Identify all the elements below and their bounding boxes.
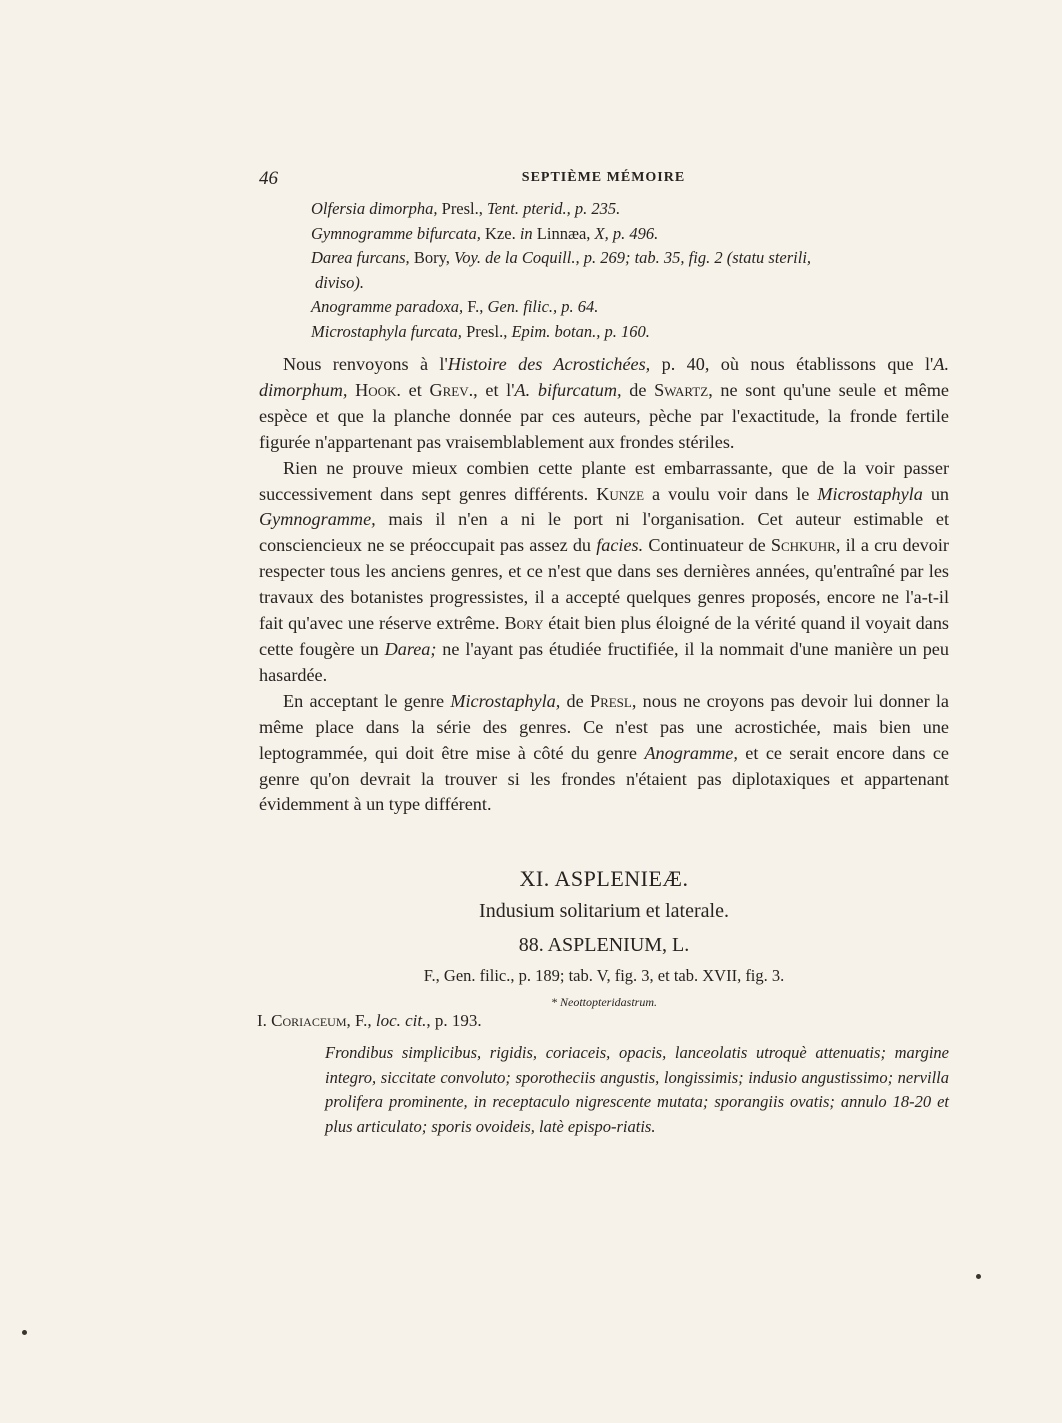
synonym-reference: Epim. botan., p. 160.: [511, 321, 650, 341]
text-run: a voulu voir dans le: [644, 483, 818, 504]
text-run: , ne sont qu'une seule et même espèce et que la planche donnée par ces auteurs, pèche par l'exactitude, la fronde fertile figurée n'appartenant pas vraisemblablement aux frondes stériles.: [259, 379, 949, 452]
synonym-name: Microstaphyla furcata,: [311, 321, 462, 341]
italic-run: Anogramme,: [644, 742, 738, 763]
synonym-name: Olfersia dimorpha,: [311, 199, 438, 218]
synonym-reference: Tent. pterid., p. 235.: [487, 199, 621, 218]
text-run: Rien ne prouve mieux combien cette plante est embarrassante, que de la voir passer successivement dans sept genres différents.: [259, 457, 949, 504]
text-run: Continuateur de: [643, 535, 771, 556]
page-number: 46: [259, 168, 278, 189]
paper-spot: [22, 1330, 27, 1335]
author-name: Schkuhr: [770, 535, 836, 556]
synonym-entry: [259, 246, 949, 295]
synonym-author: Presl.,: [461, 321, 512, 341]
text-run: un: [922, 483, 950, 504]
species-number: I.: [257, 1011, 272, 1030]
synonym-reference-continuation: diviso).: [315, 272, 365, 292]
synonym-reference-prefix: in: [519, 223, 537, 243]
synonym-entry: [259, 295, 949, 320]
paper-spot: [976, 1274, 981, 1279]
species-heading: [257, 1011, 482, 1031]
section-title: XI. ASPLENIEÆ.: [519, 866, 689, 891]
text-run: , et l': [473, 379, 515, 400]
text-run: , il a cru devoir respecter tous les anciens genres, et ce n'est que dans ses dernières années, qu'entraîné par les travaux des botanistes progressistes, il a accepté quelques genres proposés, encore ne l'a-t-il fait qu'avec une réserve extrême.: [259, 535, 949, 634]
text-run: p. 40, où nous établissons que l': [650, 354, 934, 374]
synonym-entry: [259, 197, 949, 222]
paragraph: [259, 456, 949, 689]
text-run: , nous ne croyons pas devoir lui donner la même place dans la série des genres. Ce n'est pas une acrostichée, mais bien une leptogrammée, qui doit être mise à côté du genre: [259, 690, 949, 763]
synonym-journal: Linnæa,: [536, 223, 595, 243]
text-run: En acceptant le genre: [283, 690, 451, 711]
italic-run: Gymnogramme,: [259, 509, 376, 530]
italic-run: Microstaphyla,: [450, 690, 561, 711]
text-run: Nous renvoyons à l': [283, 354, 448, 374]
synonym-name: Anogramme paradoxa,: [311, 297, 464, 316]
italic-run: Histoire des Acrostichées,: [447, 354, 651, 374]
text-run: et ce serait encore dans ce genre qu'on devrait la trouver si les frondes n'étaient pas diplotaxiques et appartenant évidemment à un type différent.: [259, 742, 950, 815]
paragraph: [259, 689, 949, 819]
text-run: était bien plus éloigné de la vérité quand il voyait dans cette fougère un: [259, 613, 950, 659]
body-text: [259, 352, 949, 818]
text-run: de: [621, 379, 655, 400]
species-reference: loc. cit.: [375, 1011, 427, 1030]
author-name: Kunze: [596, 483, 645, 504]
synonym-entry: [259, 222, 949, 247]
author-name: Bory: [504, 613, 544, 634]
italic-run: Microstaphyla: [817, 483, 923, 504]
section-subtitle: Indusium solitarium et laterale.: [479, 900, 729, 922]
synonym-author: F.,: [463, 297, 488, 316]
author-name: Hook.: [347, 379, 401, 400]
author-name: Presl: [589, 690, 632, 711]
synonym-author: Presl.,: [437, 199, 488, 218]
paragraph: [259, 352, 949, 456]
italic-run: Darea;: [384, 638, 437, 659]
text-run: ne l'ayant pas étudiée fructifiée, il la nommait d'une manière un peu hasardée.: [259, 638, 949, 685]
synonym-list: [259, 197, 949, 344]
species-diagnosis: Frondibus simplicibus, rigidis, coriaceis, opacis, lanceolatis utroquè attenuatis; margine integro, siccitate convoluto; sporotheciis angustis, longissimis; indusio angustissimo; nervilla prolifera prominente, in receptaculo nigrescente mutata; sporangiis ovatis; annulo 18-20 et plus articulato; sporis ovoideis, latè epispo-riatis.: [325, 1043, 949, 1136]
author-name: Swartz: [654, 379, 709, 400]
synonym-author: Bory,: [409, 248, 454, 267]
synonym-name: Gymnogramme bifurcata,: [311, 223, 481, 243]
species-page: , p. 193.: [426, 1011, 482, 1030]
genus-reference: F., Gen. filic., p. 189; tab. V, fig. 3, et tab. XVII, fig. 3.: [423, 966, 785, 985]
synonym-reference: Gen. filic., p. 64.: [487, 297, 599, 316]
synonym-name: Darea furcans,: [311, 248, 410, 267]
running-title: SEPTIÈME MÉMOIRE: [521, 170, 686, 185]
text-run: et: [400, 379, 430, 400]
synonym-entry: [259, 320, 949, 345]
synonym-reference: X, p. 496.: [594, 223, 659, 243]
italic-run: A. bifurcatum,: [514, 379, 622, 400]
text-run: mais il n'en a ni le port ni l'organisation. Cet auteur estimable et consciencieux ne se préoccupait pas assez du: [259, 509, 949, 556]
species-author: , F.,: [346, 1011, 376, 1030]
synonym-reference: Voy. de la Coquill., p. 269; tab. 35, fig. 2 (statu sterili,: [454, 248, 812, 267]
subgenus-heading: * Neottopteridastrum.: [550, 995, 657, 1009]
genus-heading: 88. ASPLENIUM, L.: [518, 934, 690, 956]
italic-run: facies.: [596, 535, 644, 556]
text-run: de: [560, 690, 590, 711]
italic-run: A. dimorphum,: [259, 354, 949, 400]
synonym-author: Kze.: [480, 223, 520, 243]
author-name: Grev.: [429, 379, 474, 400]
species-name: Coriaceum: [271, 1011, 347, 1030]
page-header: [259, 168, 948, 192]
